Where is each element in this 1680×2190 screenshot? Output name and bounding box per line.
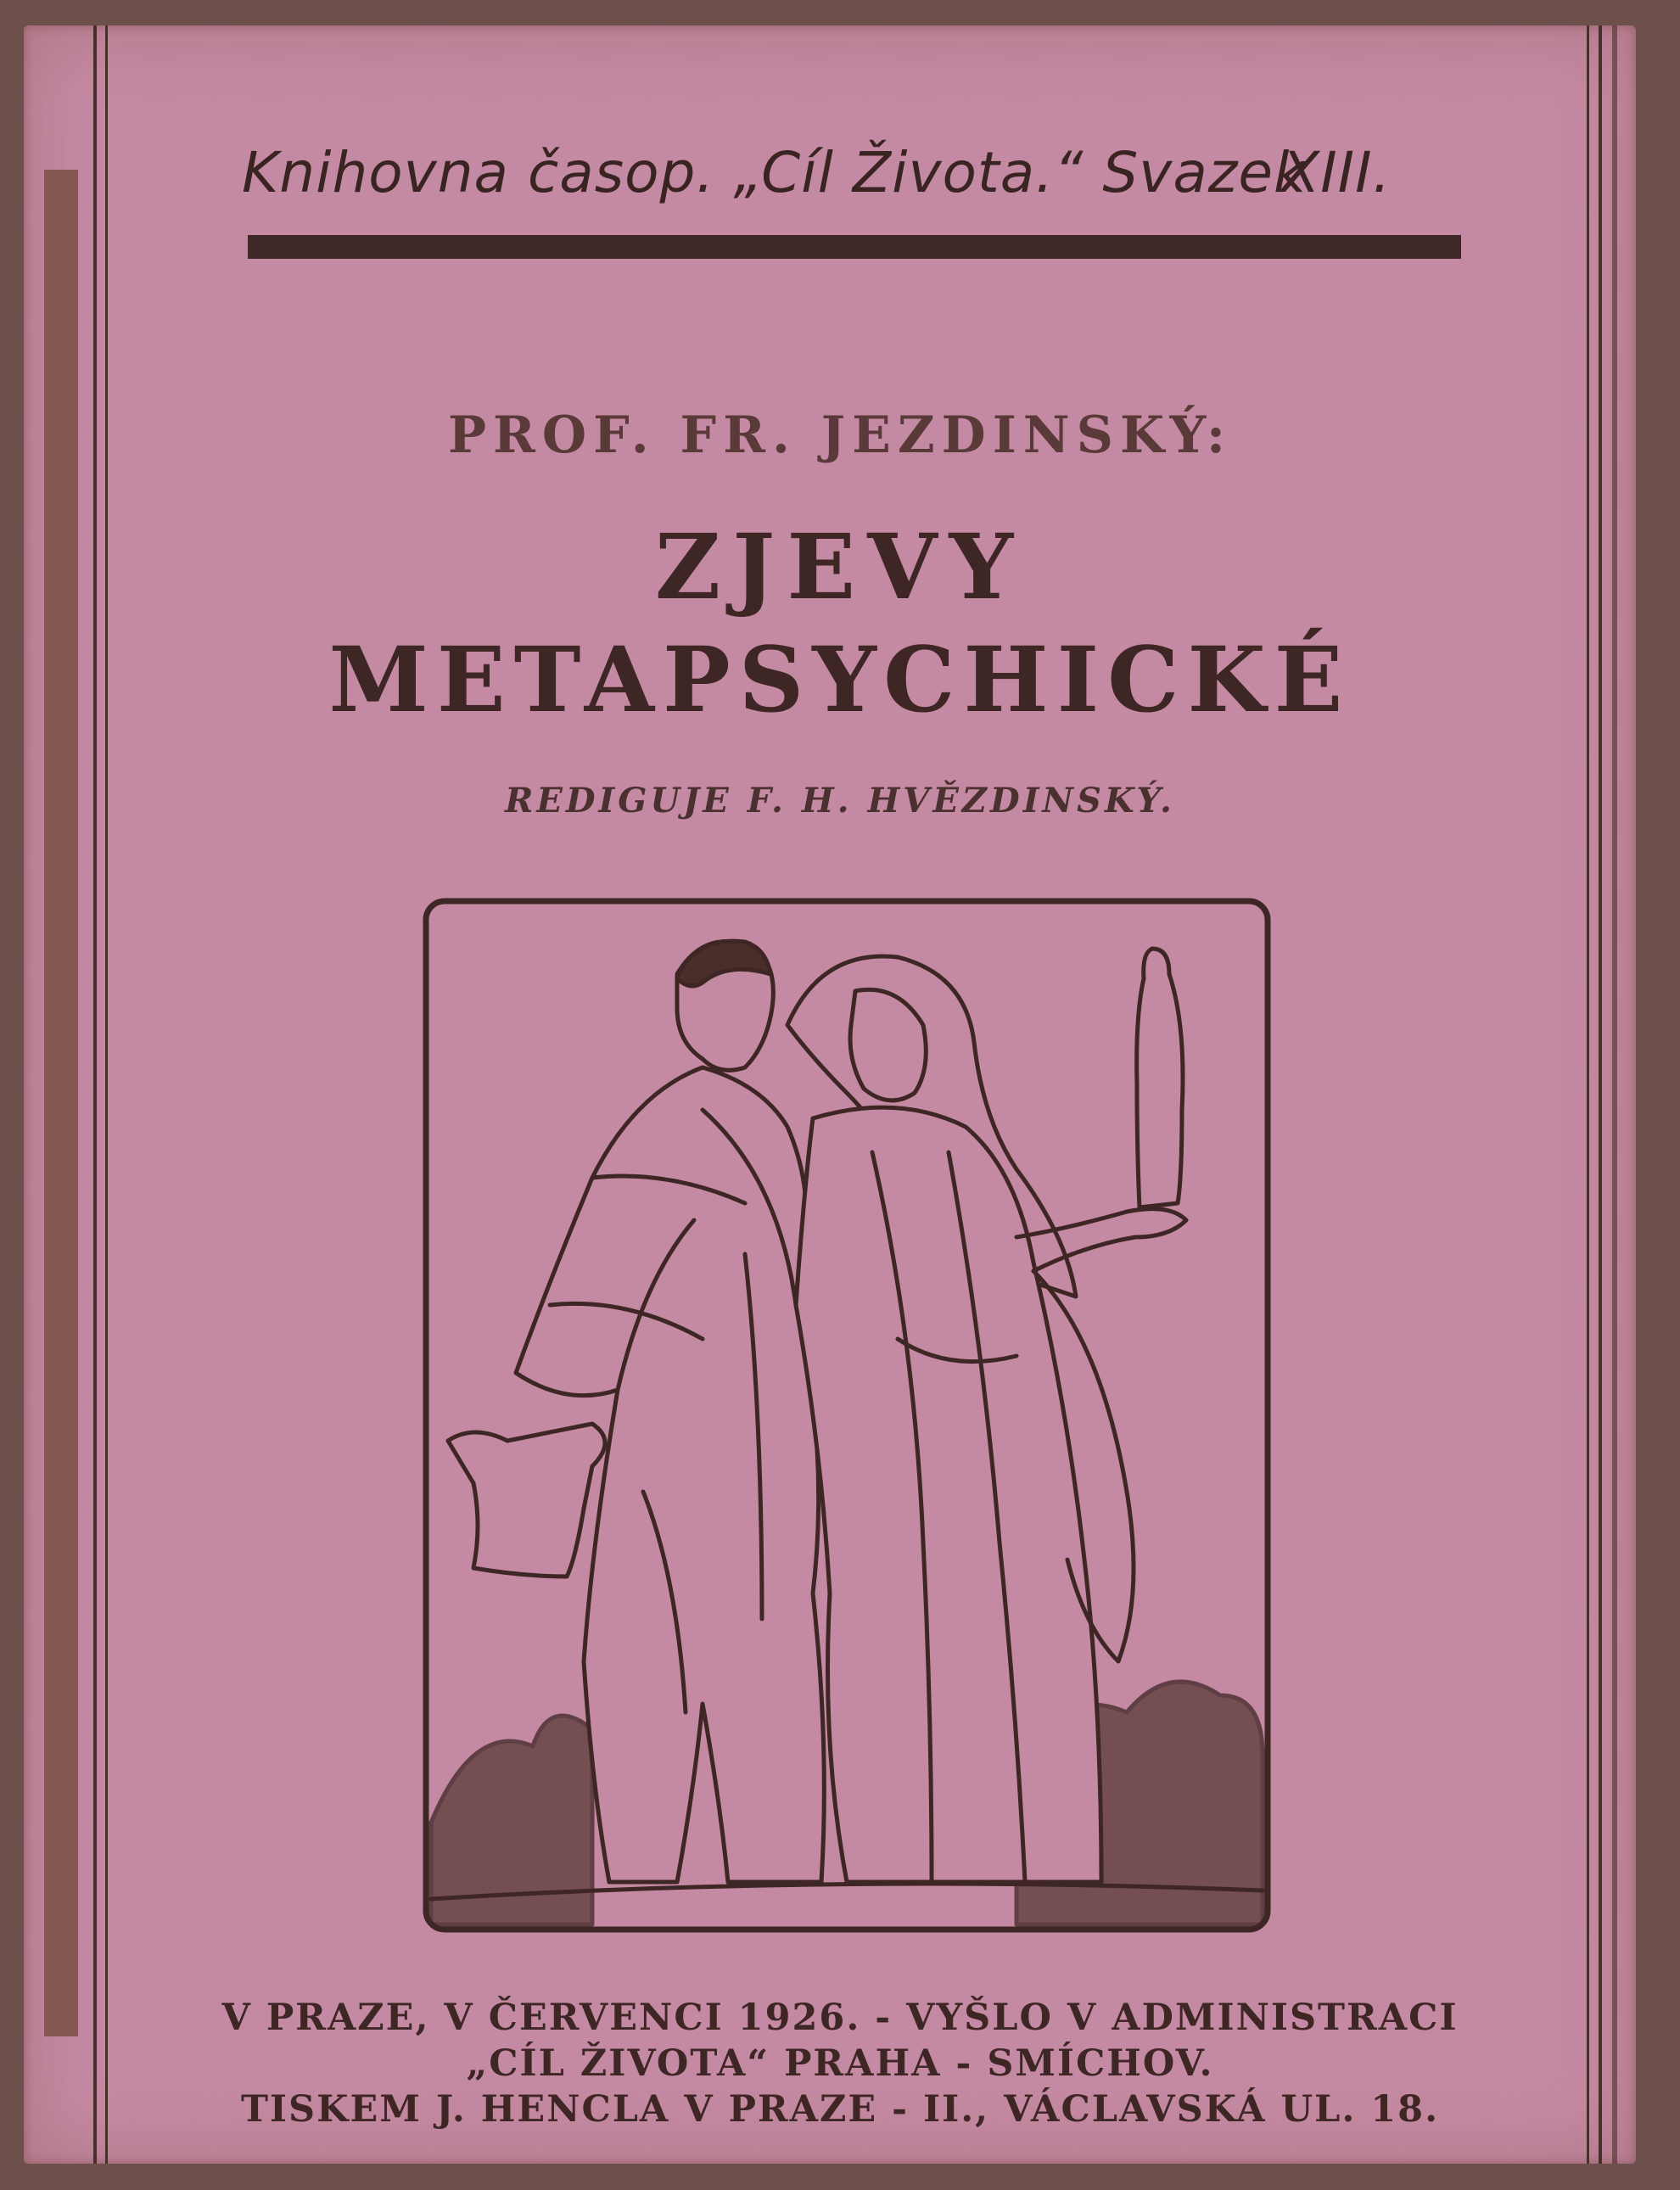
imprint-line-3: TISKEM J. HENCLA V PRAZE - II., VÁCLAVSKÁ UL. 18. <box>240 2088 1440 2131</box>
series-heading <box>242 140 1464 205</box>
heading-bar <box>248 235 1461 259</box>
frame-rule-left-inner <box>105 25 108 2164</box>
series-line: Knihovna časop. „Cíl Života.“ Svazek <box>242 140 1308 205</box>
frame-rule-left-outer <box>93 25 97 2164</box>
imprint-line-1: V PRAZE, V ČERVENCI 1926. - VYŠLO V ADMINISTRACI <box>221 1997 1459 2039</box>
title-line-2: METAPSYCHICKÉ <box>328 626 1352 732</box>
cover-illustration <box>423 898 1271 1933</box>
editor-credit: REDIGUJE F. H. HVĚZDINSKÝ. <box>505 781 1175 821</box>
series-issue: XIII. <box>1281 140 1392 205</box>
title-line-1: ZJEVY <box>654 513 1026 619</box>
woman-robe <box>796 1107 1101 1882</box>
scroll <box>448 1424 605 1577</box>
statuette <box>1137 949 1183 1207</box>
frame-rule-right-inner <box>1587 25 1589 2164</box>
imprint-line-2: „CÍL ŽIVOTA“ PRAHA - SMÍCHOV. <box>466 2042 1214 2085</box>
frame-rule-right-edge <box>1612 25 1617 2164</box>
frame-rule-right-outer <box>1599 25 1602 2164</box>
author: PROF. FR. JEZDINSKÝ: <box>447 406 1233 465</box>
